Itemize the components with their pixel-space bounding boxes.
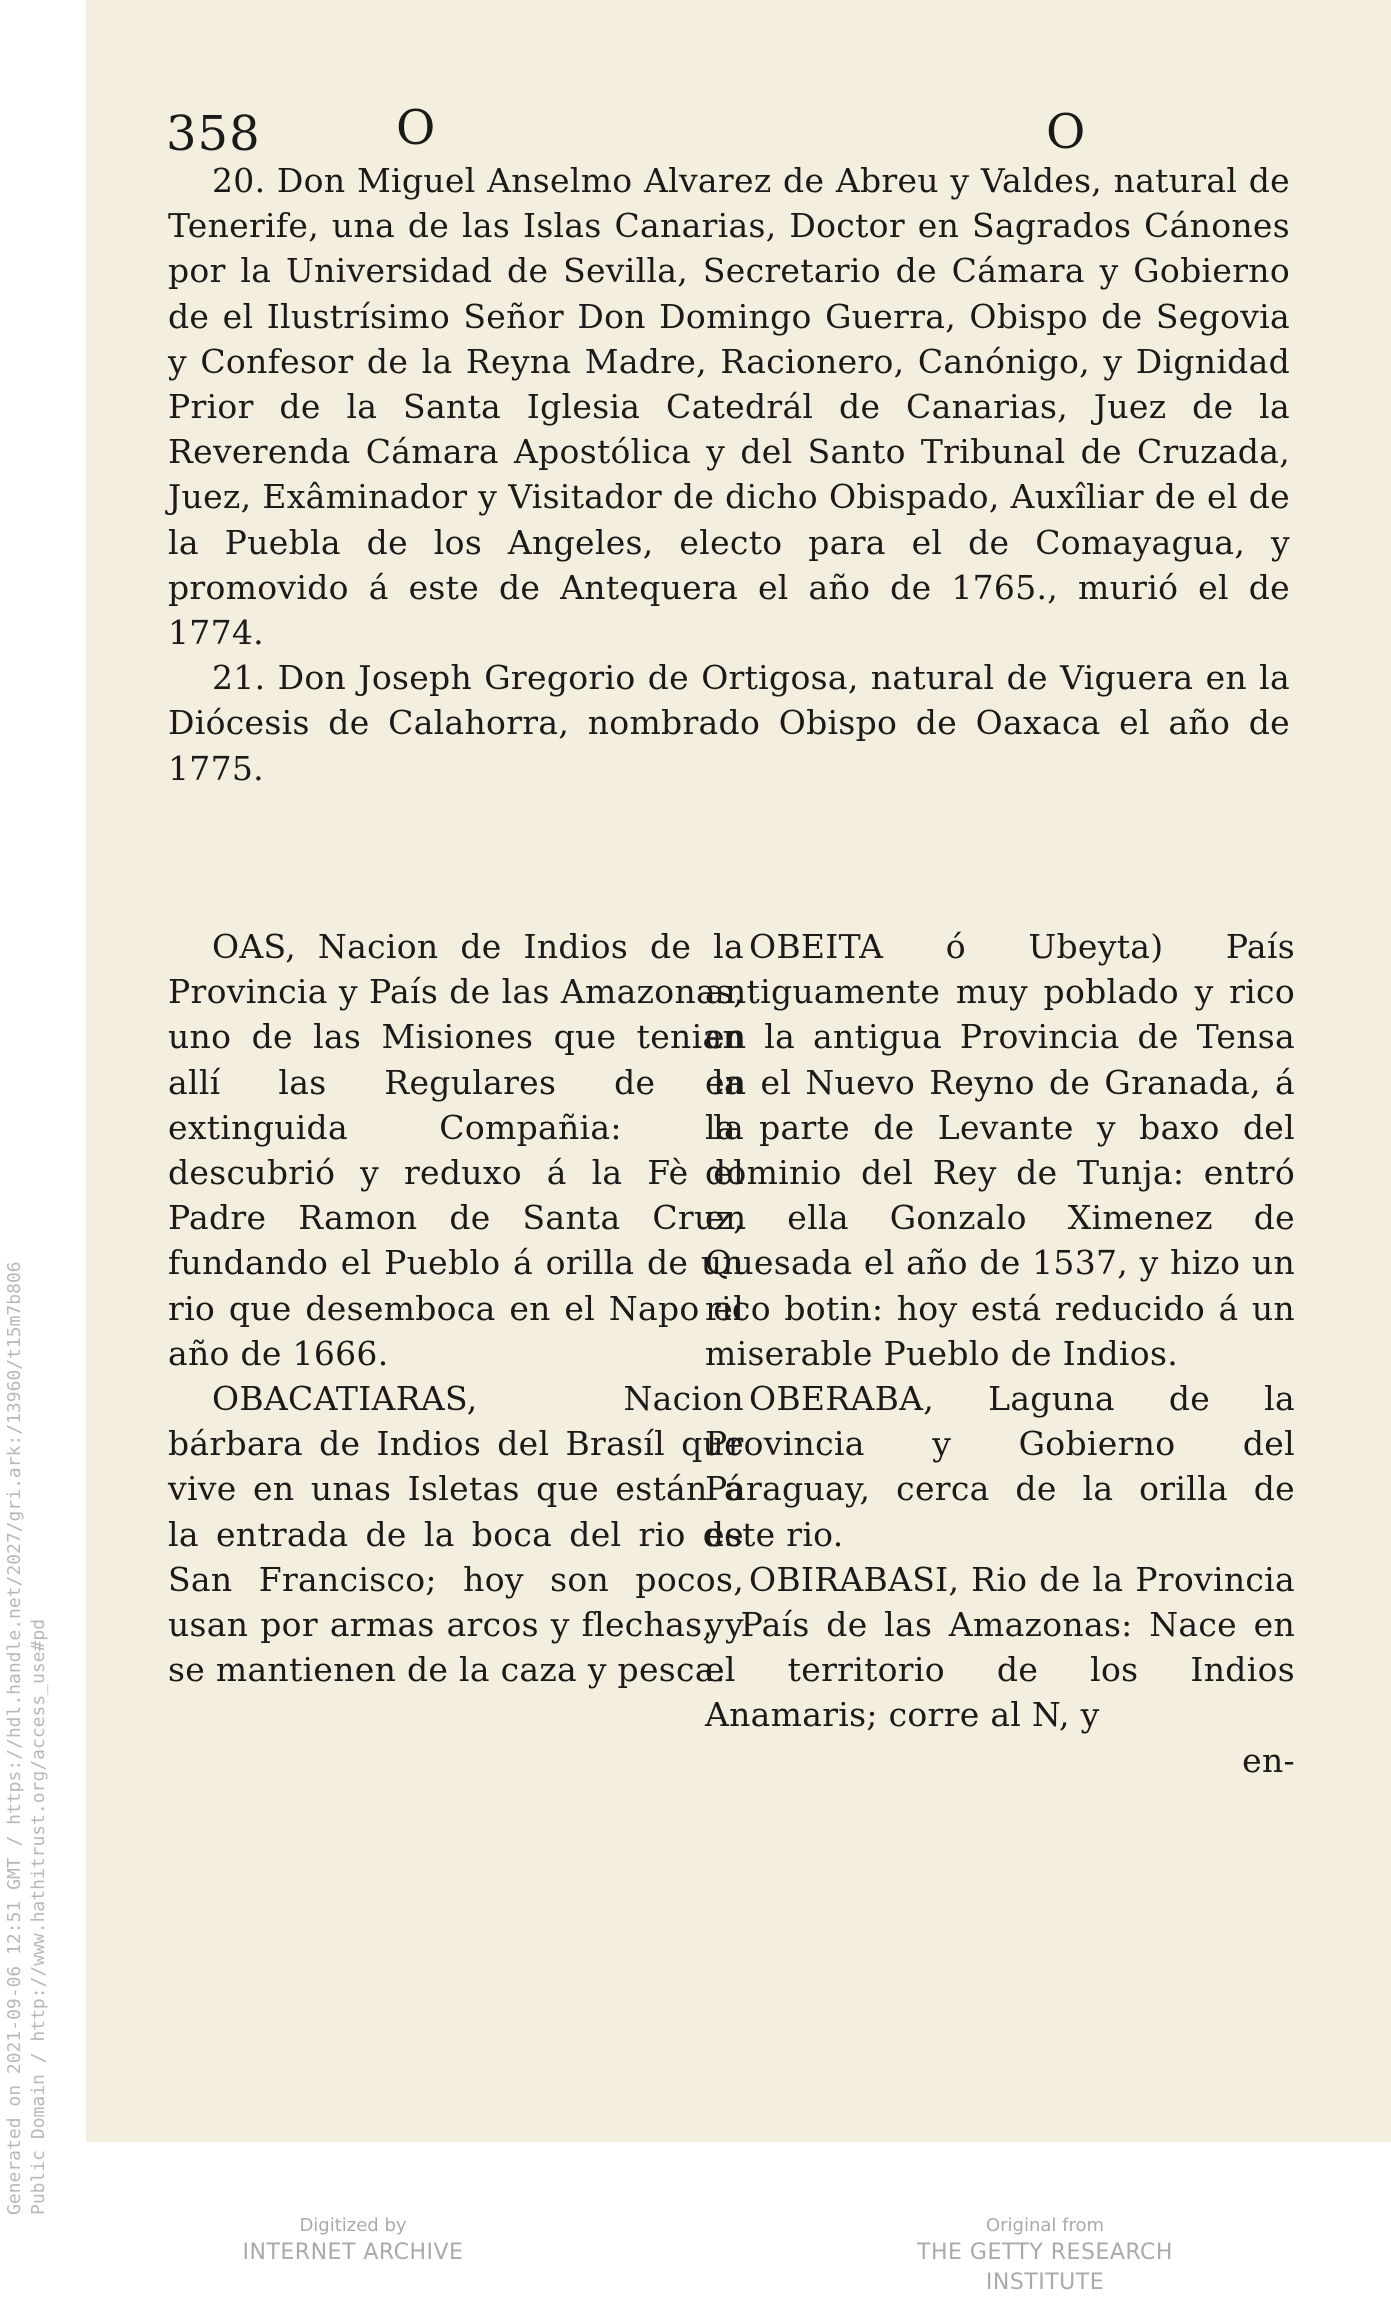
hathitrust-watermark (0, 0, 60, 2271)
left-column (168, 924, 744, 1692)
entry-obeita: OBEITA ó Ubeyta) País antiguamente muy poblado y rico en la antigua Provincia de Tensa en el Nuevo Reyno de Granada, á la parte de Levante y baxo del dominio del Rey de Tunja: entró en ella Gonzalo Ximenez de Quesada el año de 1537, y hizo un rico botin: hoy está reducido á un miserable Pueblo de Indios. (705, 927, 1295, 1373)
original-from-credit (855, 2214, 1235, 2298)
running-head-right: O (1046, 104, 1086, 160)
entry-obirabasi: OBIRABASI, Rio de la Provincia y País de las Amazonas: Nace en el territorio de los Indios Anamaris; corre al N, y (705, 1559, 1295, 1735)
entry-20: 20. Don Miguel Anselmo Alvarez de Abreu y Valdes, natural de Tenerife, una de las Islas Canarias, Doctor en Sagrados Cánones por la Universidad de Sevilla, Secretario de Cámara y Gobierno de el Ilustrísimo Señor Don Domingo Guerra, Obispo de Segovia y Confesor de la Reyna Madre, Racionero, Canónigo, y Dignidad Prior de la Santa Iglesia Catedrál de Canarias, Juez de la Reverenda Cámara Apostólica y del Santo Tribunal de Cruzada, Juez, Exâminador y Visitador de dicho Obispado, Auxîliar de el de la Puebla de los Angeles, electo para el de Comayagua, y promovido á este de Antequera el año de 1765., murió el de 1774. (168, 161, 1290, 653)
running-head-left: O (396, 100, 436, 156)
watermark-line-generated: Generated on 2021-09-06 12:51 GMT / https://hdl.handle.net/2027/gri.ark:/13960/t15m7b806 (4, 1261, 25, 2215)
digitized-by-credit (238, 2214, 468, 2268)
entry-obacatiaras: OBACATIARAS, Nacion bárbara de Indios del Brasíl que vive en unas Isletas que están á la entrada de la boca del rio de San Francisco; hoy son pocos, usan por armas arcos y flechas, y se mantienen de la caza y pesca. (168, 1379, 744, 1690)
entry-oberaba: OBERABA, Laguna de la Provincia y Gobierno del Paraguay, cerca de la orilla de este rio. (705, 1379, 1295, 1554)
catchword: en- (1242, 1740, 1295, 1780)
entry-oas: OAS, Nacion de Indios de la Provincia y País de las Amazonas, uno de las Misiones que tenian allí las Regulares de la extinguida Compañia: la descubrió y reduxo á la Fè el Padre Ramon de Santa Cruz, fundando el Pueblo á orilla de un rio que desemboca en el Napo el año de 1666. (168, 927, 744, 1373)
bishop-list-block (168, 158, 1290, 791)
right-column (705, 924, 1295, 1783)
page-header (166, 100, 1086, 164)
entry-21: 21. Don Joseph Gregorio de Ortigosa, natural de Viguera en la Diócesis de Calahorra, nombrado Obispo de Oaxaca el año de 1775. (168, 658, 1290, 788)
page-number: 358 (166, 106, 261, 162)
internet-archive-label: INTERNET ARCHIVE (242, 2240, 464, 2265)
getty-institute-label: THE GETTY RESEARCH INSTITUTE (917, 2240, 1173, 2295)
digitized-by-label: Digitized by (299, 2215, 407, 2236)
original-from-label: Original from (985, 2215, 1105, 2236)
watermark-line-public-domain: Public Domain / http://www.hathitrust.org/access_use#pd (28, 1618, 49, 2215)
